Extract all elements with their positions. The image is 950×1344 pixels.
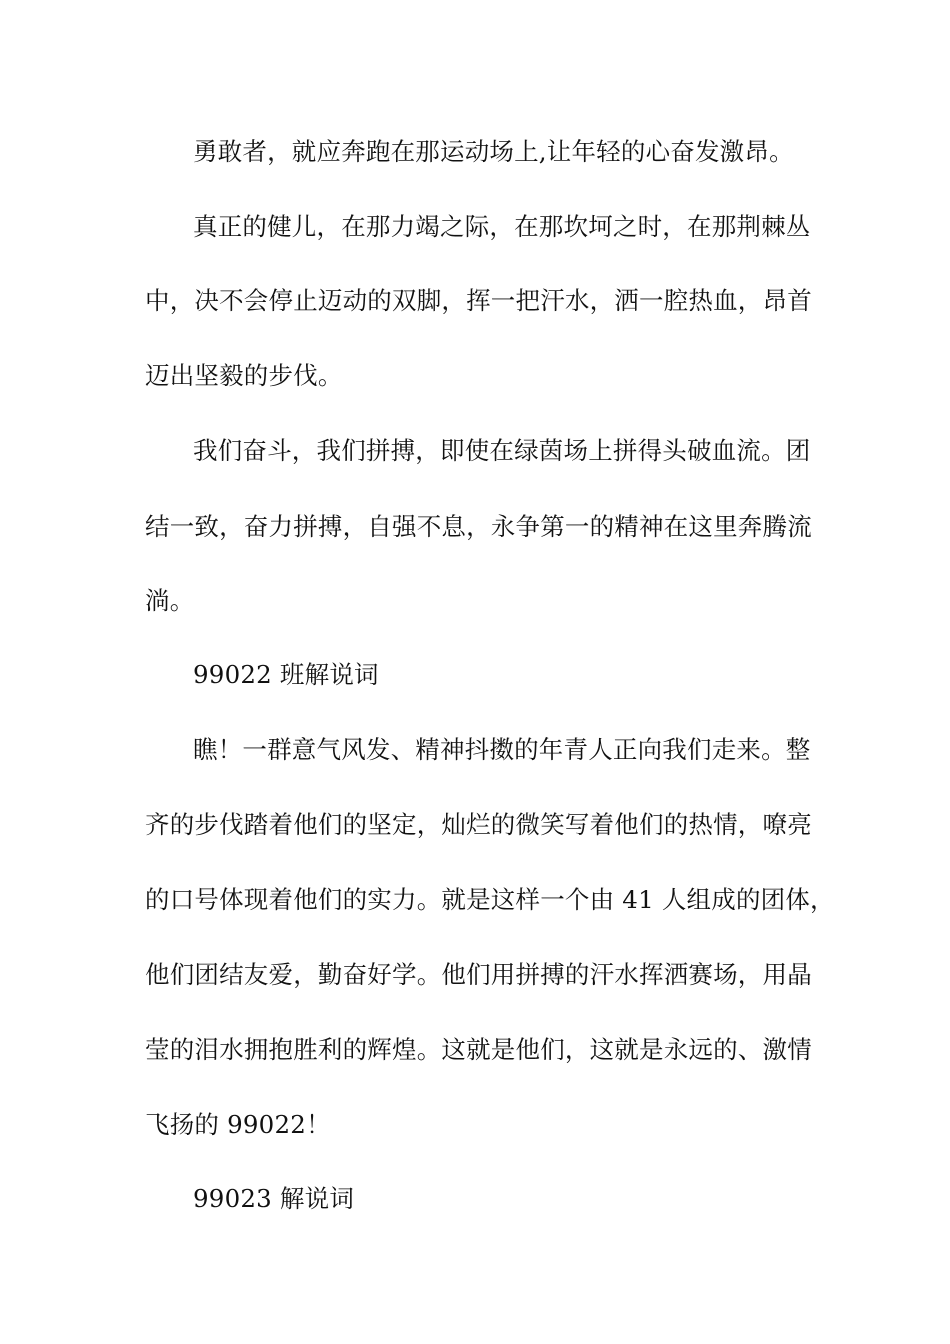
section-heading: 99022 班解说词 [193,660,379,689]
section-heading: 99023 解说词 [193,1184,355,1213]
paragraph-line: 的口号体现着他们的实力。就是这样一个由 41 人组成的团体， [145,885,835,914]
paragraph-line: 真正的健儿，在那力竭之际，在那坎坷之时，在那荆棘丛 [193,212,811,241]
paragraph-line: 淌。 [145,586,195,615]
paragraph-line: 齐的步伐踏着他们的坚定，灿烂的微笑写着他们的热情，嘹亮 [145,810,812,839]
paragraph-line: 中，决不会停止迈动的双脚，挥一把汗水，洒一腔热血，昂首 [145,286,812,315]
paragraph-line: 迈出坚毅的步伐。 [145,361,343,390]
paragraph-line: 飞扬的 99022！ [145,1110,331,1139]
paragraph-line: 勇敢者，就应奔跑在那运动场上,让年轻的心奋发激昂。 [193,137,794,166]
paragraph-line: 瞧！一群意气风发、精神抖擞的年青人正向我们走来。整 [193,735,811,764]
paragraph-line: 莹的泪水拥抱胜利的辉煌。这就是他们，这就是永远的、激情 [145,1035,812,1064]
paragraph-line: 我们奋斗，我们拼搏，即使在绿茵场上拼得头破血流。团 [193,436,811,465]
paragraph-line: 结一致，奋力拼搏，自强不息，永争第一的精神在这里奔腾流 [145,512,812,541]
paragraph-line: 他们团结友爱，勤奋好学。他们用拼搏的汗水挥洒赛场，用晶 [145,960,812,989]
